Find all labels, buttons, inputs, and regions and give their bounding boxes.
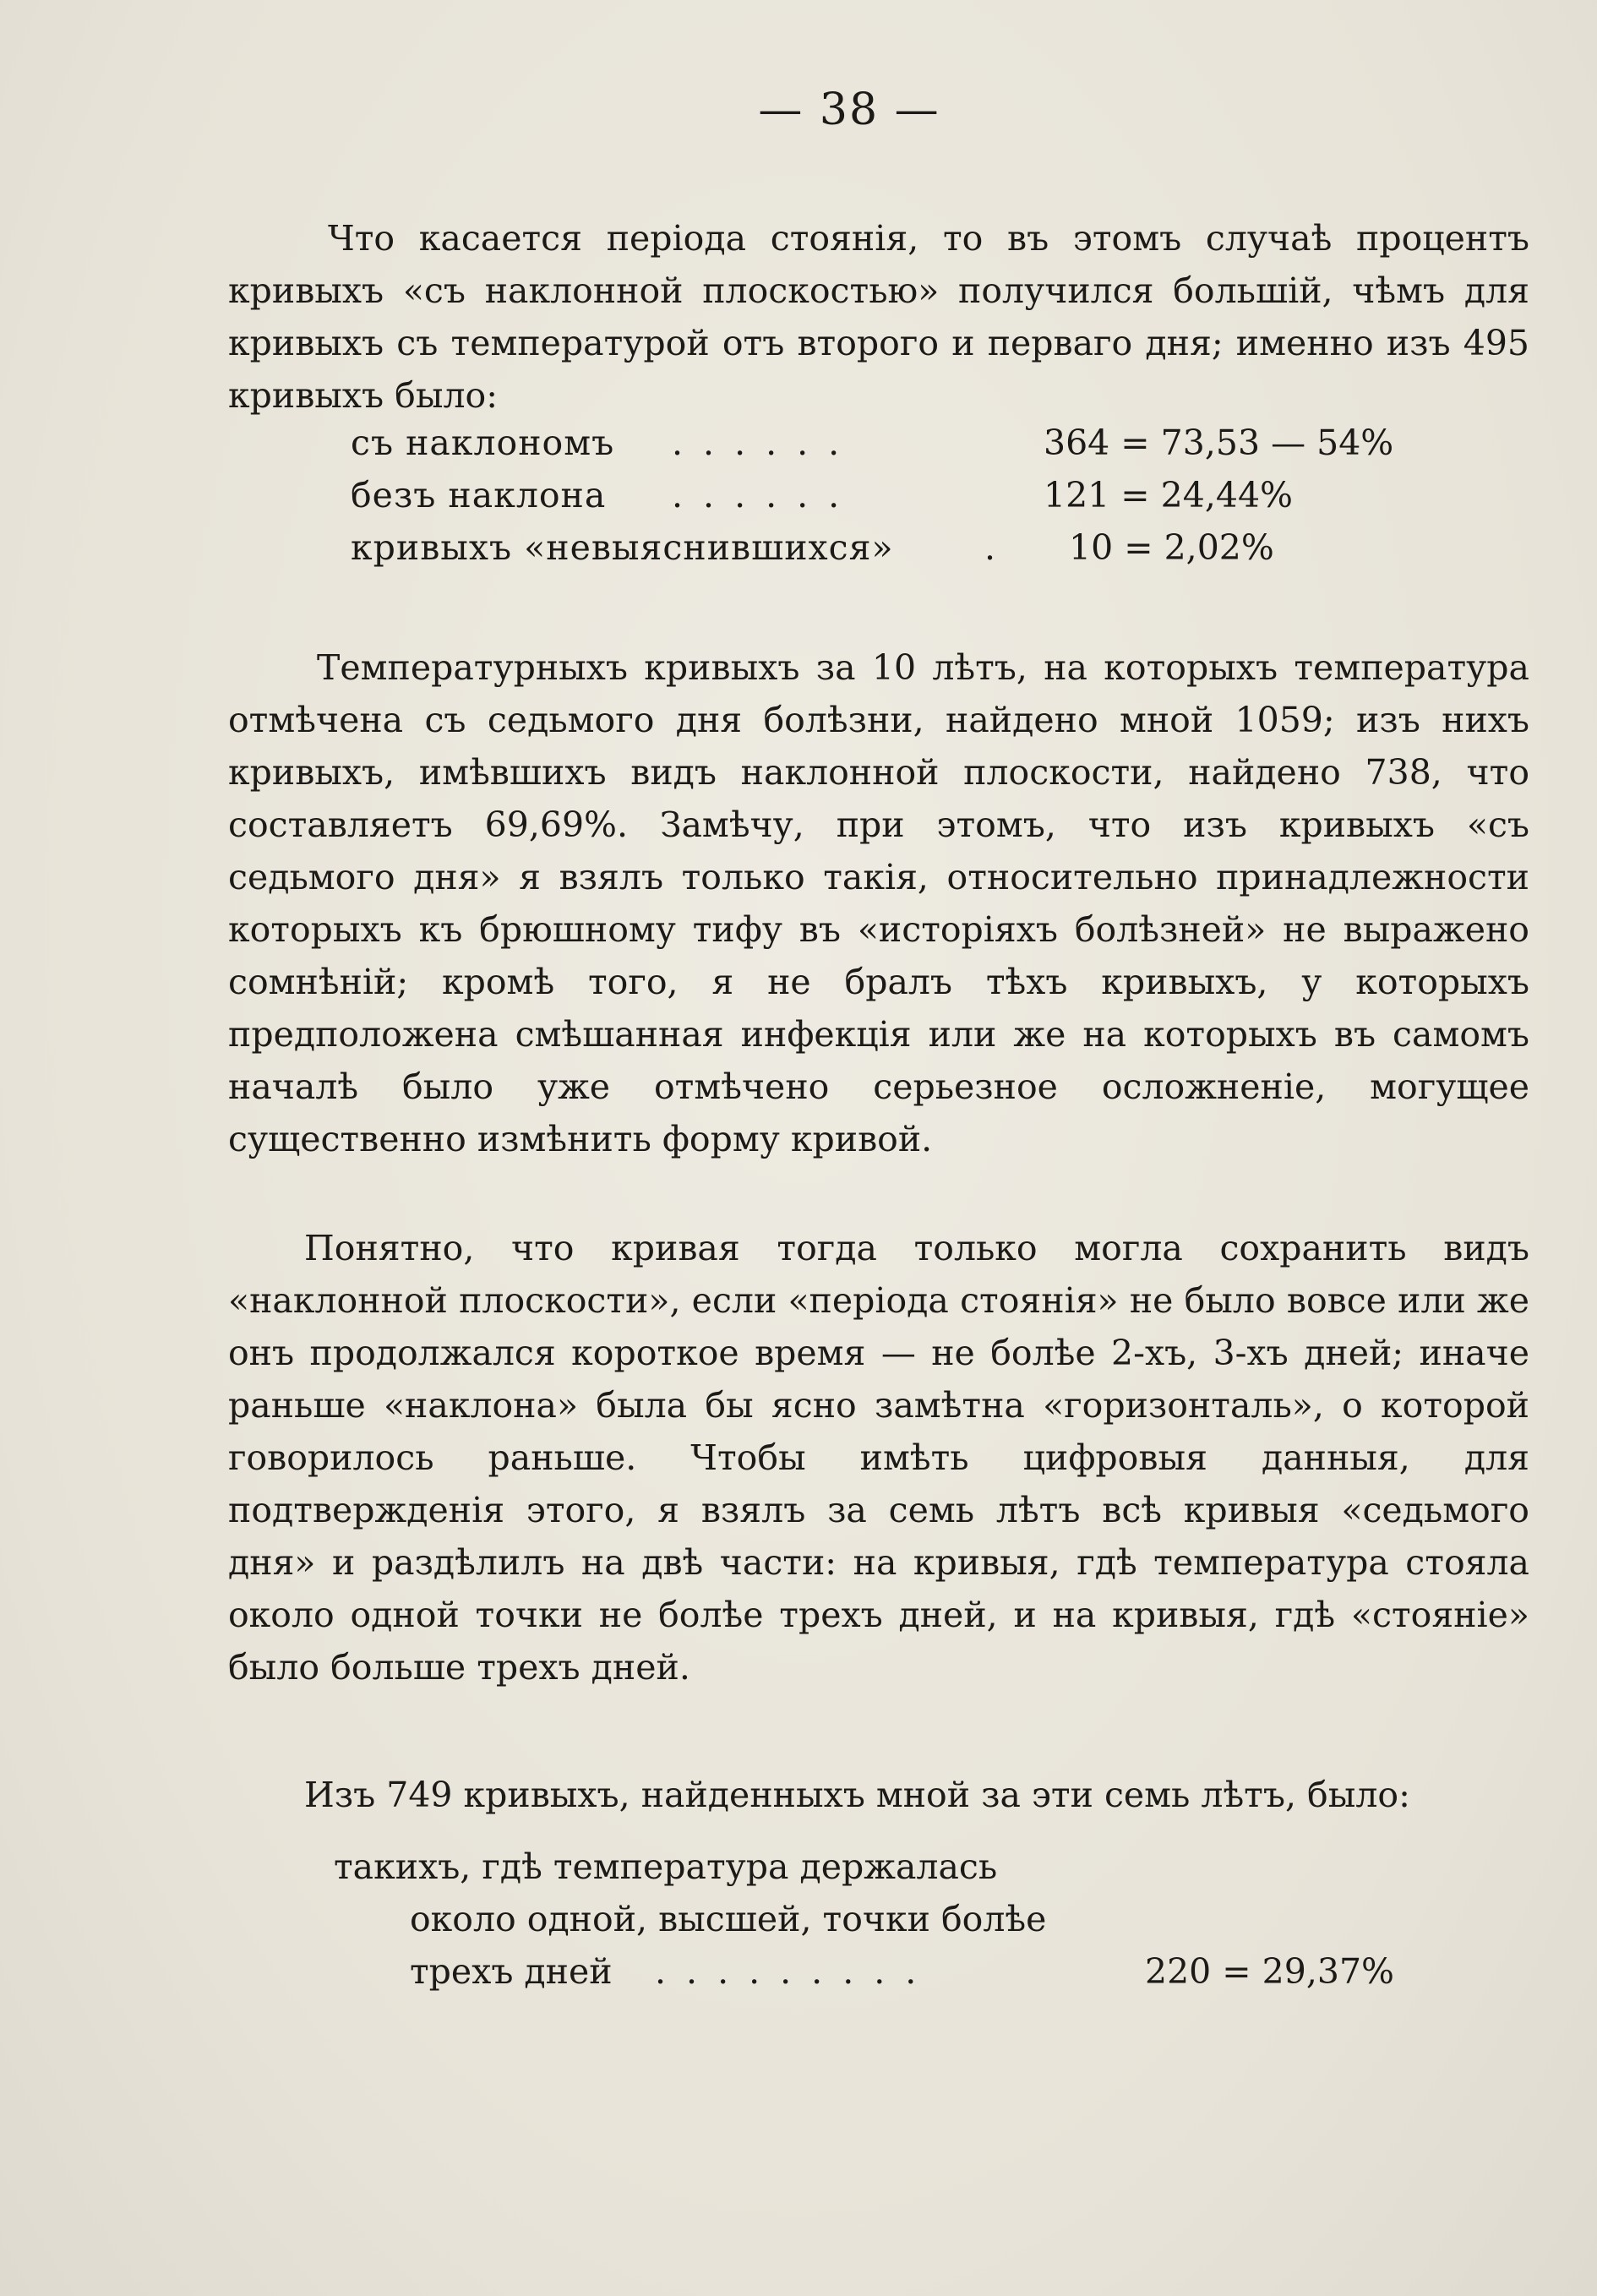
list-label: трехъ дней bbox=[410, 1951, 613, 1992]
paragraph-4: Изъ 749 кривыхъ, найденныхъ мной за эти семь лѣтъ, было: bbox=[304, 1775, 1410, 1815]
list-row bbox=[351, 475, 1449, 526]
list-value: 220 = 29,37% bbox=[1145, 1951, 1395, 1992]
paragraph-2: Температурныхъ кривыхъ за 10 лѣтъ, на которыхъ температура отмѣчена съ седьмого дня болѣзни, найдено мной 1059; изъ нихъ кривыхъ, имѣвшихъ видъ наклонной плоскости, найдено 738, что составляетъ 69,69%. Замѣчу, при этомъ, что изъ кривыхъ «съ седьмого дня» я взялъ только такія, относительно принадлежности которыхъ къ брюшному тифу въ «исторіяхъ болѣзней» не выражено сомнѣній; кромѣ того, я не бралъ тѣхъ кривыхъ, у которыхъ предположена смѣшанная инфекція или же на которыхъ въ самомъ началѣ было уже отмѣчено серьезное осложненіе, могущее существенно измѣнить форму кривой. bbox=[228, 647, 1529, 1159]
list-value: 10 = 2,02% bbox=[1069, 527, 1274, 568]
list-label: кривыхъ «невыяснившихся» bbox=[351, 527, 894, 568]
list-label: безъ наклона bbox=[351, 475, 607, 515]
list-label: съ наклономъ bbox=[351, 423, 615, 463]
list-value: 121 = 24,44% bbox=[1044, 475, 1294, 515]
page-number: — 38 — bbox=[758, 85, 940, 135]
list-label: около одной, высшей, точки болѣе bbox=[410, 1899, 1047, 1939]
paragraph-3: Понятно, что кривая тогда только могла сохранить видъ «наклонной плоскости», если «періода стоянія» не было вовсе или же онъ продолжался короткое время — не болѣе 2-хъ, 3-хъ дней; иначе раньше «наклона» была бы ясно замѣтна «горизонталь», о которой говорилось раньше. Чтобы имѣть цифровыя данныя, для подтвержденія этого, я взялъ за семь лѣтъ всѣ кривыя «седьмого дня» и раздѣлилъ на двѣ части: на кривыя, гдѣ температура стояла около одной точки не болѣе трехъ дней, и на кривыя, гдѣ «стояніе» было больше трехъ дней. bbox=[228, 1228, 1529, 1688]
leader-dots: ...... bbox=[672, 423, 860, 463]
paragraph-1: Что касается періода стоянія, то въ этомъ случаѣ процентъ кривыхъ «съ наклонной плоскостью» получился большій, чѣмъ для кривыхъ съ температурой отъ второго и перваго дня; именно изъ 495 кривыхъ было: bbox=[228, 218, 1529, 416]
leader-dots: ...... bbox=[672, 475, 860, 515]
leader-dots: ......... bbox=[655, 1951, 937, 1992]
leader-dots: . bbox=[984, 527, 1017, 568]
list-value: 364 = 73,53 — 54% bbox=[1044, 423, 1394, 463]
list-row bbox=[351, 423, 1449, 473]
list-row bbox=[351, 527, 1449, 578]
list-label: такихъ, гдѣ температура держалась bbox=[334, 1846, 998, 1887]
